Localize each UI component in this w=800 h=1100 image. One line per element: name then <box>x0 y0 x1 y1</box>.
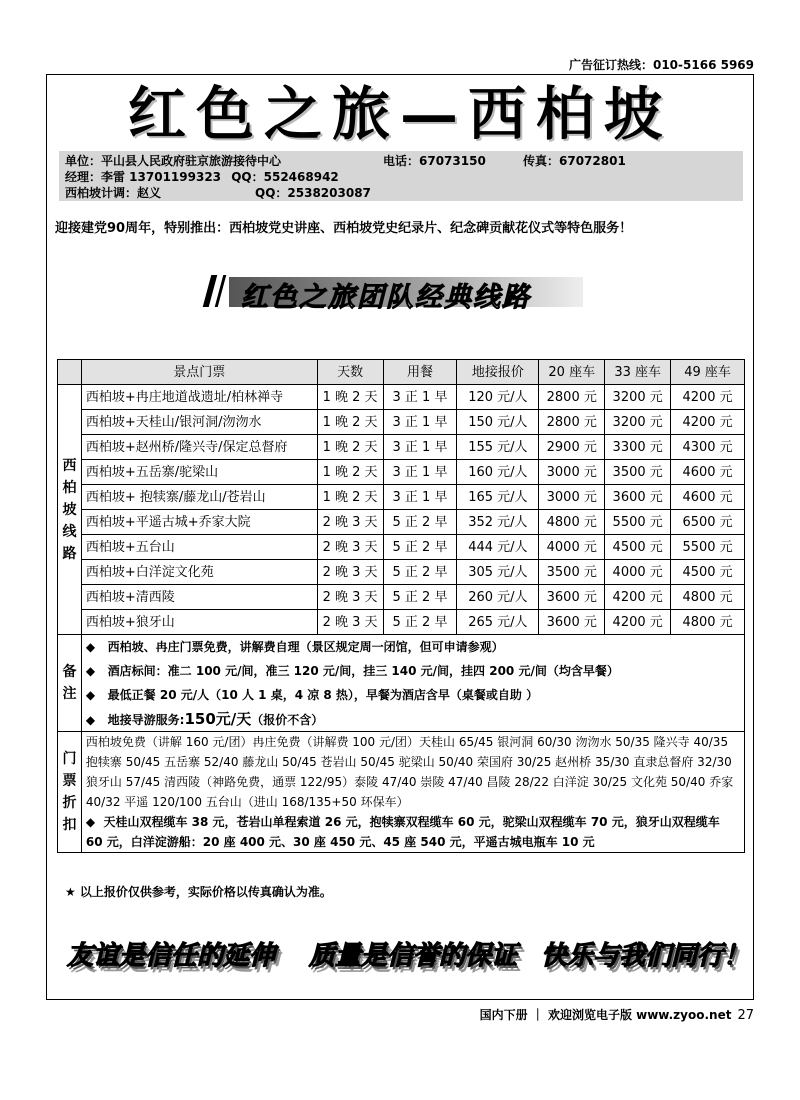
contact-row-3 <box>65 185 371 201</box>
table-cell: 3 正 1 早 <box>383 485 457 510</box>
table-cell: 5 正 2 早 <box>383 560 457 585</box>
route-section-label: 西柏坡线路 <box>58 385 82 635</box>
banner-title: 红色之旅团队经典线路 <box>241 282 531 313</box>
table-cell: 2 晚 3 天 <box>317 560 383 585</box>
slogans <box>47 923 753 993</box>
notes-label: 备注 <box>58 635 82 732</box>
banner-stripe <box>215 275 227 307</box>
table-row <box>58 460 745 485</box>
page-footer <box>480 1006 754 1023</box>
route-name-cell: 西柏坡+ 抱犊寨/藤龙山/苍岩山 <box>81 485 317 510</box>
ticket-discounts: 西柏坡免费（讲解 160 元/团）冉庄免费（讲解费 100 元/团）天桂山 65/45 银河洞 60/30 沕沕水 50/35 隆兴寺 40/35 抱犊寨 50/45 五岳寨 52/40 藤龙山 50/45 苍岩山 50/45 驼梁山 50/40 荣国府 30/25 赵州桥 35/30 直隶总督府 32/30 狼牙山 57/45 清西陵（神路免费，通票 122/95）泰陵 47/40 崇陵 47/40 昌陵 28/22 白洋淀 30/25 文化苑 50/40 乔家 40/32 平遥 120/100 五台山（进山 168/135+50 环保车） <box>85 735 734 809</box>
page-number: 27 <box>737 1008 754 1023</box>
route-name-cell: 西柏坡+赵州桥/隆兴寺/保定总督府 <box>81 435 317 460</box>
routes-table <box>57 359 745 853</box>
contact-row-2 <box>65 169 339 185</box>
table-cell: 265 元/人 <box>457 610 539 635</box>
table-cell: 3600 元 <box>539 585 605 610</box>
table-cell: 5500 元 <box>605 510 671 535</box>
table-cell: 3 正 1 早 <box>383 460 457 485</box>
qq1-text: QQ：552468942 <box>231 170 339 184</box>
table-cell: 2 晚 3 天 <box>317 510 383 535</box>
planner-text: 西柏坡计调：赵义 <box>65 186 162 200</box>
table-cell: 5 正 2 早 <box>383 535 457 560</box>
table-cell: 4800 元 <box>671 585 745 610</box>
table-cell: 444 元/人 <box>457 535 539 560</box>
table-header-cell: 49 座车 <box>671 360 745 385</box>
note-line: ◆ 最低正餐 20 元/人（10 人 1 桌，4 凉 8 热），早餐为酒店含早（桌餐或自助 ） <box>85 688 539 702</box>
table-header-cell: 天数 <box>317 360 383 385</box>
table-cell: 3300 元 <box>605 435 671 460</box>
table-cell: 4800 元 <box>539 510 605 535</box>
page-title: 红色之旅—西柏坡 <box>127 80 672 148</box>
table-cell: 3 正 1 早 <box>383 435 457 460</box>
contact-row-1 <box>65 153 626 169</box>
unit-text: 单位：平山县人民政府驻京旅游接待中心 <box>65 154 282 168</box>
slogan-3: 快乐与我们同行！ <box>541 941 750 971</box>
table-cell: 1 晚 2 天 <box>317 410 383 435</box>
table-cell: 4800 元 <box>671 610 745 635</box>
contact-block <box>59 151 743 201</box>
table-cell: 2 晚 3 天 <box>317 535 383 560</box>
route-name-cell: 西柏坡+天桂山/银河洞/沕沕水 <box>81 410 317 435</box>
table-row <box>58 535 745 560</box>
table-cell: 160 元/人 <box>457 460 539 485</box>
notes-cell <box>81 635 744 732</box>
table-cell: 4600 元 <box>671 485 745 510</box>
section-banner <box>207 273 583 311</box>
table-cell: 4200 元 <box>605 585 671 610</box>
table-cell: 2 晚 3 天 <box>317 610 383 635</box>
ad-hotline: 广告征订热线：010-5166 5969 <box>568 58 754 72</box>
table-cell: 3600 元 <box>605 485 671 510</box>
table-row <box>58 435 745 460</box>
table-cell: 4000 元 <box>605 560 671 585</box>
table-cell: 4000 元 <box>539 535 605 560</box>
table-header-cell: 用餐 <box>383 360 457 385</box>
disclaimer: ★ 以上报价仅供参考，实际价格以传真确认为准。 <box>65 885 332 899</box>
table-cell: 4200 元 <box>671 410 745 435</box>
table-cell: 3000 元 <box>539 460 605 485</box>
table-row <box>58 585 745 610</box>
table-cell: 2800 元 <box>539 385 605 410</box>
phone-text: 电话：67073150 <box>383 154 486 168</box>
table-header-cell: 地接报价 <box>457 360 539 385</box>
table-cell: 155 元/人 <box>457 435 539 460</box>
table-cell: 165 元/人 <box>457 485 539 510</box>
table-cell: 1 晚 2 天 <box>317 460 383 485</box>
slogan-2: 质量是信誉的保证 <box>309 941 518 971</box>
table-cell: 3500 元 <box>605 460 671 485</box>
table-cell: 5 正 2 早 <box>383 585 457 610</box>
table-row <box>58 385 745 410</box>
table-header-cell: 20 座车 <box>539 360 605 385</box>
footer-text: 国内下册 ｜ 欢迎浏览电子版 www.zyoo.net <box>479 1008 732 1022</box>
qq2-text: QQ：2538203087 <box>255 186 371 200</box>
cable-prices: ◆ 天桂山双程缆车 38 元，苍岩山单程索道 26 元，抱犊寨双程缆车 60 元，驼梁山双程缆车 70 元，狼牙山双程缆车 60 元，白洋淀游船：20 座 400 元、30 座 450 元、45 座 540 元，平遥古城电瓶车 10 元 <box>85 815 720 849</box>
table-cell: 1 晚 2 天 <box>317 485 383 510</box>
intro-text: 迎接建党90周年，特别推出：西柏坡党史讲座、西柏坡党史纪录片、纪念碑贡献花仪式等特色服务！ <box>55 221 633 236</box>
route-name-cell: 西柏坡+狼牙山 <box>81 610 317 635</box>
table-header-row <box>58 360 745 385</box>
table-row <box>58 560 745 585</box>
table-cell: 4600 元 <box>671 460 745 485</box>
table-cell: 150 元/人 <box>457 410 539 435</box>
note-line: ◆ 酒店标间：准二 100 元/间，准三 120 元/间，挂三 140 元/间，挂四 200 元/间（均含早餐） <box>85 664 619 678</box>
slogan-1: 友谊是信任的延伸 <box>67 941 276 971</box>
table-cell: 4500 元 <box>605 535 671 560</box>
route-name-cell: 西柏坡+冉庄地道战遗址/柏林禅寺 <box>81 385 317 410</box>
table-cell: 2 晚 3 天 <box>317 585 383 610</box>
table-cell: 4300 元 <box>671 435 745 460</box>
table-cell: 3600 元 <box>539 610 605 635</box>
table-cell: 5500 元 <box>671 535 745 560</box>
table-cell: 3 正 1 早 <box>383 385 457 410</box>
route-name-cell: 西柏坡+五台山 <box>81 535 317 560</box>
table-row <box>58 485 745 510</box>
table-cell: 3500 元 <box>539 560 605 585</box>
manager-text: 经理：李雷 13701199323 <box>65 170 222 184</box>
table-cell: 4500 元 <box>671 560 745 585</box>
note-line: ◆ 地接导游服务:150元/天（报价不含） <box>85 710 324 728</box>
table-cell: 2900 元 <box>539 435 605 460</box>
tickets-label: 门票折扣 <box>58 732 82 853</box>
table-row <box>58 510 745 535</box>
table-cell: 3000 元 <box>539 485 605 510</box>
route-name-cell: 西柏坡+五岳寨/驼梁山 <box>81 460 317 485</box>
table-header-cell <box>58 360 82 385</box>
tickets-row <box>58 732 745 853</box>
note-line: ◆ 西柏坡、冉庄门票免费，讲解费自理（景区规定周一闭馆，但可申请参观） <box>85 640 504 654</box>
tickets-cell <box>81 732 744 853</box>
table-header-cell: 33 座车 <box>605 360 671 385</box>
table-cell: 4200 元 <box>605 610 671 635</box>
table-cell: 5 正 2 早 <box>383 610 457 635</box>
table-cell: 6500 元 <box>671 510 745 535</box>
table-cell: 4200 元 <box>671 385 745 410</box>
table-cell: 3200 元 <box>605 385 671 410</box>
table-cell: 3 正 1 早 <box>383 410 457 435</box>
table-cell: 120 元/人 <box>457 385 539 410</box>
table-row <box>58 610 745 635</box>
table-row <box>58 410 745 435</box>
table-cell: 3200 元 <box>605 410 671 435</box>
route-name-cell: 西柏坡+清西陵 <box>81 585 317 610</box>
table-cell: 2800 元 <box>539 410 605 435</box>
route-name-cell: 西柏坡+白洋淀文化苑 <box>81 560 317 585</box>
table-cell: 352 元/人 <box>457 510 539 535</box>
table-header-cell: 景点门票 <box>81 360 317 385</box>
table-cell: 1 晚 2 天 <box>317 385 383 410</box>
route-name-cell: 西柏坡+平遥古城+乔家大院 <box>81 510 317 535</box>
table-cell: 1 晚 2 天 <box>317 435 383 460</box>
fax-text: 传真：67072801 <box>523 154 626 168</box>
page-frame <box>46 74 754 1000</box>
table-cell: 305 元/人 <box>457 560 539 585</box>
notes-row <box>58 635 745 732</box>
table-cell: 5 正 2 早 <box>383 510 457 535</box>
table-cell: 260 元/人 <box>457 585 539 610</box>
